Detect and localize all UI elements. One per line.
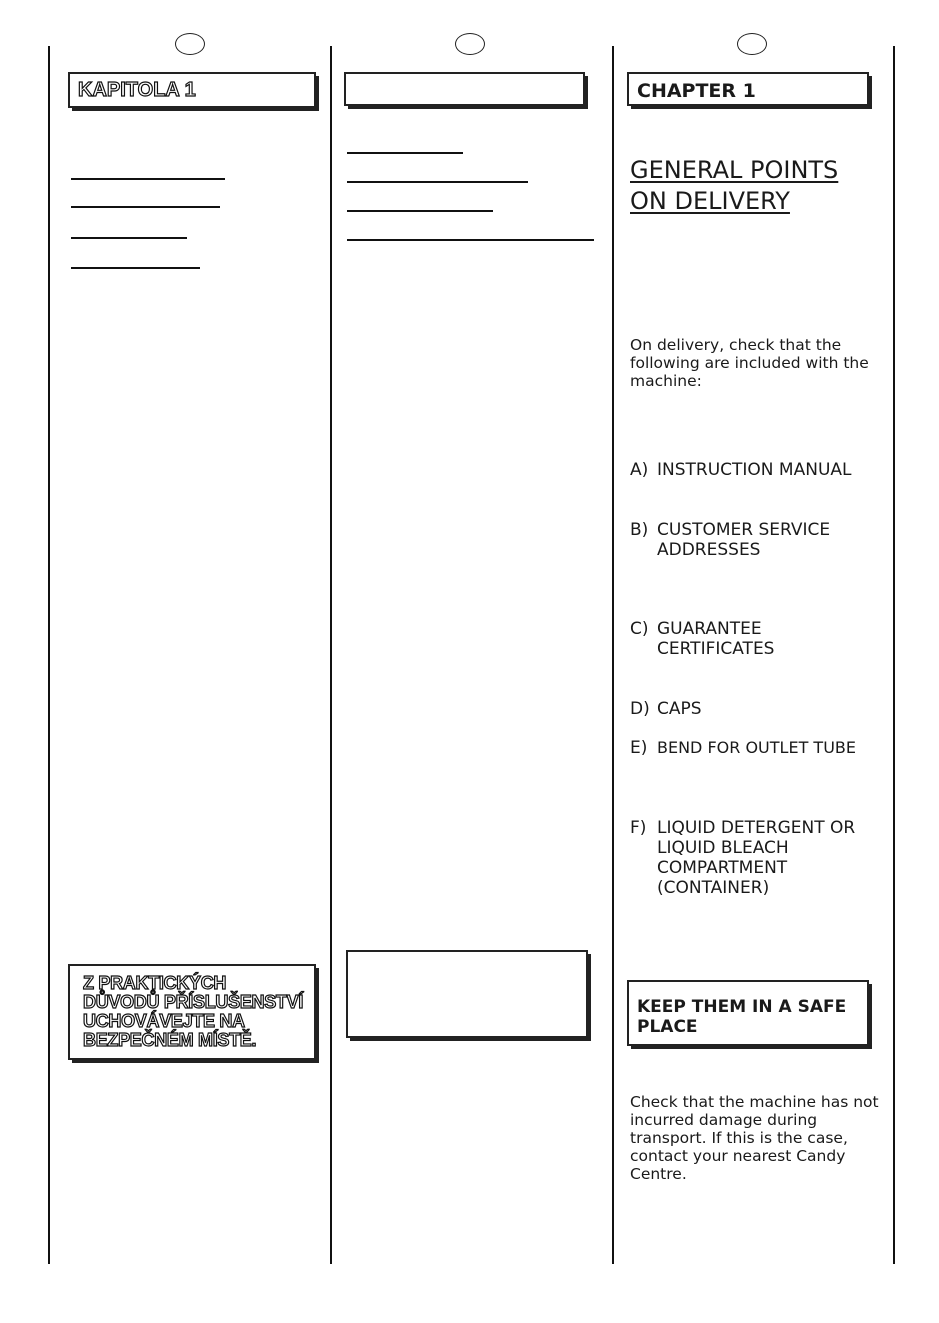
language-marker-czech bbox=[175, 33, 205, 55]
item-text: CAPS bbox=[657, 699, 702, 719]
section-title-line: GENERAL POINTS bbox=[630, 156, 839, 184]
note-text-english: KEEP THEM IN A SAFE PLACE bbox=[637, 997, 847, 1037]
note-line: UCHOVÁVEJTE NA bbox=[83, 1011, 245, 1031]
heading-underline bbox=[347, 181, 528, 183]
item-text: GUARANTEE CERTIFICATES bbox=[657, 619, 775, 659]
note-box-middle bbox=[346, 950, 588, 1038]
heading-underline bbox=[71, 267, 200, 269]
section-title bbox=[630, 155, 838, 217]
list-item bbox=[630, 619, 890, 659]
note-box-english bbox=[627, 980, 869, 1046]
item-text: BEND FOR OUTLET TUBE bbox=[657, 738, 856, 757]
list-item bbox=[630, 699, 890, 719]
column-divider-left bbox=[48, 46, 50, 1264]
item-label: E) bbox=[630, 738, 648, 758]
note-text-czech bbox=[83, 974, 303, 1050]
heading-underline bbox=[347, 239, 594, 241]
item-label: F) bbox=[630, 818, 647, 838]
item-label: C) bbox=[630, 619, 649, 639]
list-item bbox=[630, 818, 890, 898]
damage-check-paragraph: Check that the machine has not incurred damage during transport. If this is the case, contact your nearest Candy Centre. bbox=[630, 1093, 879, 1183]
heading-underline bbox=[347, 152, 463, 154]
note-box-czech bbox=[68, 964, 316, 1060]
section-title-line: ON DELIVERY bbox=[630, 187, 790, 215]
language-marker-english bbox=[737, 33, 767, 55]
language-marker-middle bbox=[455, 33, 485, 55]
heading-underline bbox=[347, 210, 493, 212]
list-item bbox=[630, 738, 890, 758]
intro-paragraph: On delivery, check that the following are included with the machine: bbox=[630, 336, 869, 390]
item-label: B) bbox=[630, 520, 649, 540]
list-item bbox=[630, 460, 890, 480]
chapter-heading-box-english bbox=[627, 72, 869, 106]
note-line: DŮVODŮ PŘÍSLUŠENSTVÍ bbox=[83, 992, 304, 1012]
chapter-heading-czech: KAPITOLA 1 bbox=[78, 79, 196, 101]
chapter-heading-box-middle bbox=[344, 72, 585, 106]
heading-underline bbox=[71, 237, 187, 239]
column-divider-right bbox=[893, 46, 895, 1264]
item-label: D) bbox=[630, 699, 650, 719]
item-label: A) bbox=[630, 460, 649, 480]
item-text: INSTRUCTION MANUAL bbox=[657, 460, 852, 480]
chapter-heading-box-czech bbox=[68, 72, 316, 108]
item-text: LIQUID DETERGENT OR LIQUID BLEACH COMPARTMENT (CONTAINER) bbox=[657, 818, 856, 898]
column-divider-middle-right bbox=[612, 46, 614, 1264]
heading-underline bbox=[71, 178, 225, 180]
heading-underline bbox=[71, 206, 220, 208]
chapter-heading-english: CHAPTER 1 bbox=[637, 80, 756, 102]
note-line: BEZPEČNÉM MÍSTĚ. bbox=[83, 1030, 257, 1050]
list-item bbox=[630, 520, 890, 560]
item-text: CUSTOMER SERVICE ADDRESSES bbox=[657, 520, 831, 560]
note-line: Z PRAKTICKÝCH bbox=[83, 973, 227, 993]
column-divider-middle-left bbox=[330, 46, 332, 1264]
